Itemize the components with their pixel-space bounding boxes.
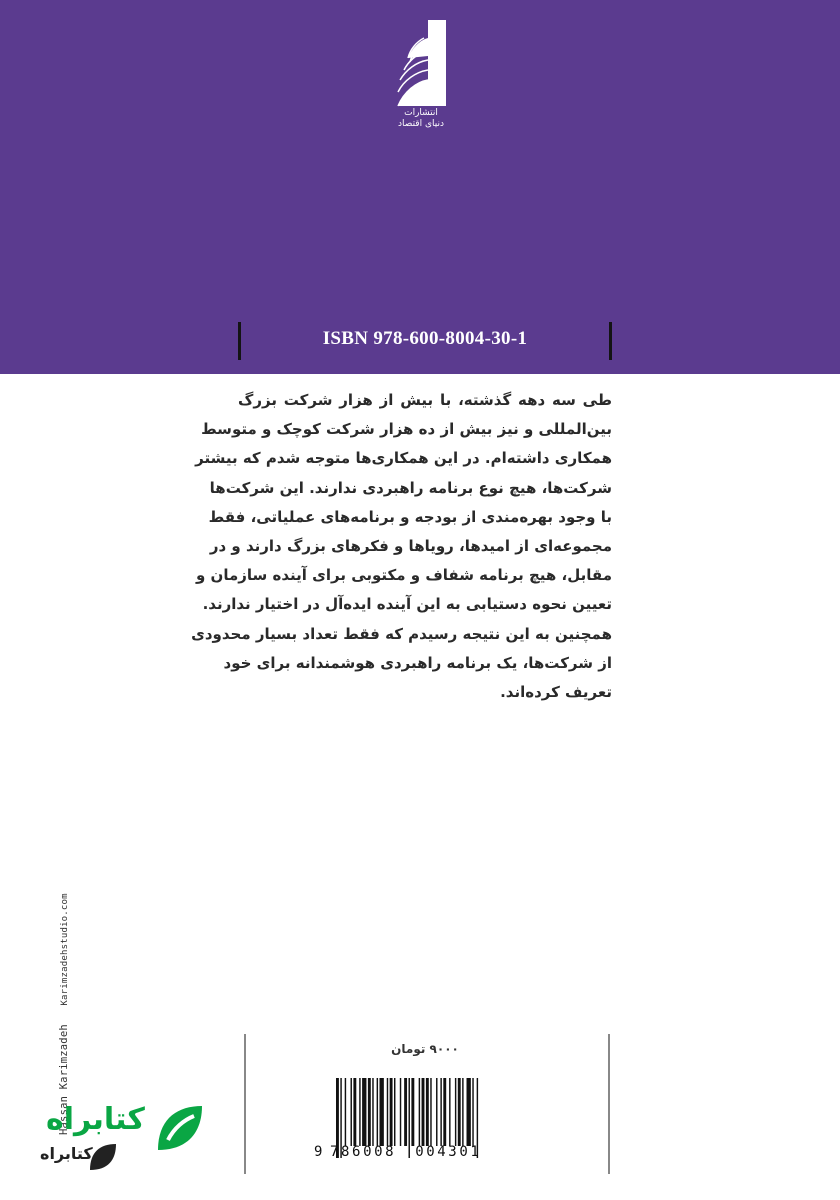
ketabrah-leaf-icon	[152, 1100, 208, 1156]
publisher-name-line2: دنیای اقتصاد	[398, 119, 444, 129]
blurb-line: همچنین به این نتیجه رسیدم که فقط تعداد بسیار محدودی	[191, 624, 612, 643]
barcode-bar	[404, 1078, 407, 1146]
cover-top-band	[0, 0, 840, 374]
barcode-bar	[462, 1078, 463, 1146]
barcode-bar	[472, 1078, 473, 1146]
barcode-bar	[443, 1078, 446, 1146]
barcode-bar	[430, 1078, 431, 1146]
blurb-line: از شرکت‌ها، یک برنامه راهبردی هوشمندانه برای خود	[223, 653, 612, 672]
barcode-digit-first: 9	[314, 1144, 326, 1160]
isbn-bar	[238, 322, 612, 360]
designer-url: Karimzadehstudio.com	[60, 893, 70, 1006]
blurb-line: بین‌المللی و نیز بیش از ده هزار شرکت کوچک و متوسط	[201, 420, 612, 439]
barcode-bar	[372, 1078, 373, 1146]
barcode-digits	[314, 1144, 530, 1160]
barcode-bar	[345, 1078, 346, 1146]
blurb-line: همکاری داشته‌ام. در این همکاری‌ها متوجه شدم که بیشتر	[195, 449, 612, 468]
barcode-bar	[411, 1078, 414, 1146]
barcode-digits-group1: 786008	[330, 1144, 397, 1160]
barcode-bar	[426, 1078, 429, 1146]
isbn-text: ISBN 978-600-8004-30-1	[322, 328, 528, 349]
barcode-bar	[400, 1078, 401, 1146]
barcode-bar	[351, 1078, 352, 1146]
blurb-line: تعیین نحوه دستیابی به این آینده ایده‌آل در اختیار ندارند.	[202, 595, 612, 614]
blurb-paragraph	[191, 386, 612, 707]
barcode-bar	[458, 1078, 461, 1146]
ketabrah-watermark	[40, 1098, 210, 1178]
blurb-line: با وجود بهره‌مندی از بودجه و برنامه‌های عملیاتی، فقط	[208, 507, 612, 526]
barcode-bar	[368, 1078, 371, 1146]
barcode-bar	[422, 1078, 425, 1146]
barcode-bar	[362, 1078, 366, 1146]
publisher-name-line1: انتشارات	[404, 108, 438, 118]
price-barcode-area	[238, 1034, 612, 1174]
blurb-line: شرکت‌ها، هیچ نوع برنامه راهبردی ندارند. این شرکت‌ها	[209, 478, 612, 497]
watermark-text-big: کتابراه	[46, 1102, 145, 1137]
barcode-bar	[353, 1078, 356, 1146]
blurb-line: تعریف کرده‌اند.	[500, 683, 612, 702]
barcode-bar	[359, 1078, 360, 1146]
blurb-line: مقابل، هیچ برنامه شفاف و مکتوبی برای آینده سازمان و	[196, 566, 612, 585]
barcode-bar	[436, 1078, 437, 1146]
price-label: ۹۰۰۰ تومان	[391, 1042, 459, 1056]
barcode-bar	[455, 1078, 456, 1146]
blurb-line: طی سه دهه گذشته، با بیش از هزار شرکت بزرگ	[238, 391, 612, 409]
publisher-name	[378, 108, 464, 130]
barcode-bar	[419, 1078, 420, 1146]
barcode-bar	[380, 1078, 384, 1146]
barcode-digits-group2: 004301	[415, 1144, 482, 1160]
designer-name: Hassan Karimzadeh	[58, 1024, 70, 1135]
barcode-bar	[440, 1078, 441, 1146]
barcode-bar	[449, 1078, 450, 1146]
watermark-text-small: کتابراه	[40, 1144, 93, 1163]
barcode-bar	[394, 1078, 395, 1146]
barcode-bar	[377, 1078, 378, 1146]
blurb-line: مجموعه‌ای از امیدها، رویاها و فکرهای بزرگ دارند و در	[209, 537, 612, 556]
barcode-bar	[467, 1078, 471, 1146]
barcode-bar	[387, 1078, 388, 1146]
barcode-bar	[390, 1078, 393, 1146]
